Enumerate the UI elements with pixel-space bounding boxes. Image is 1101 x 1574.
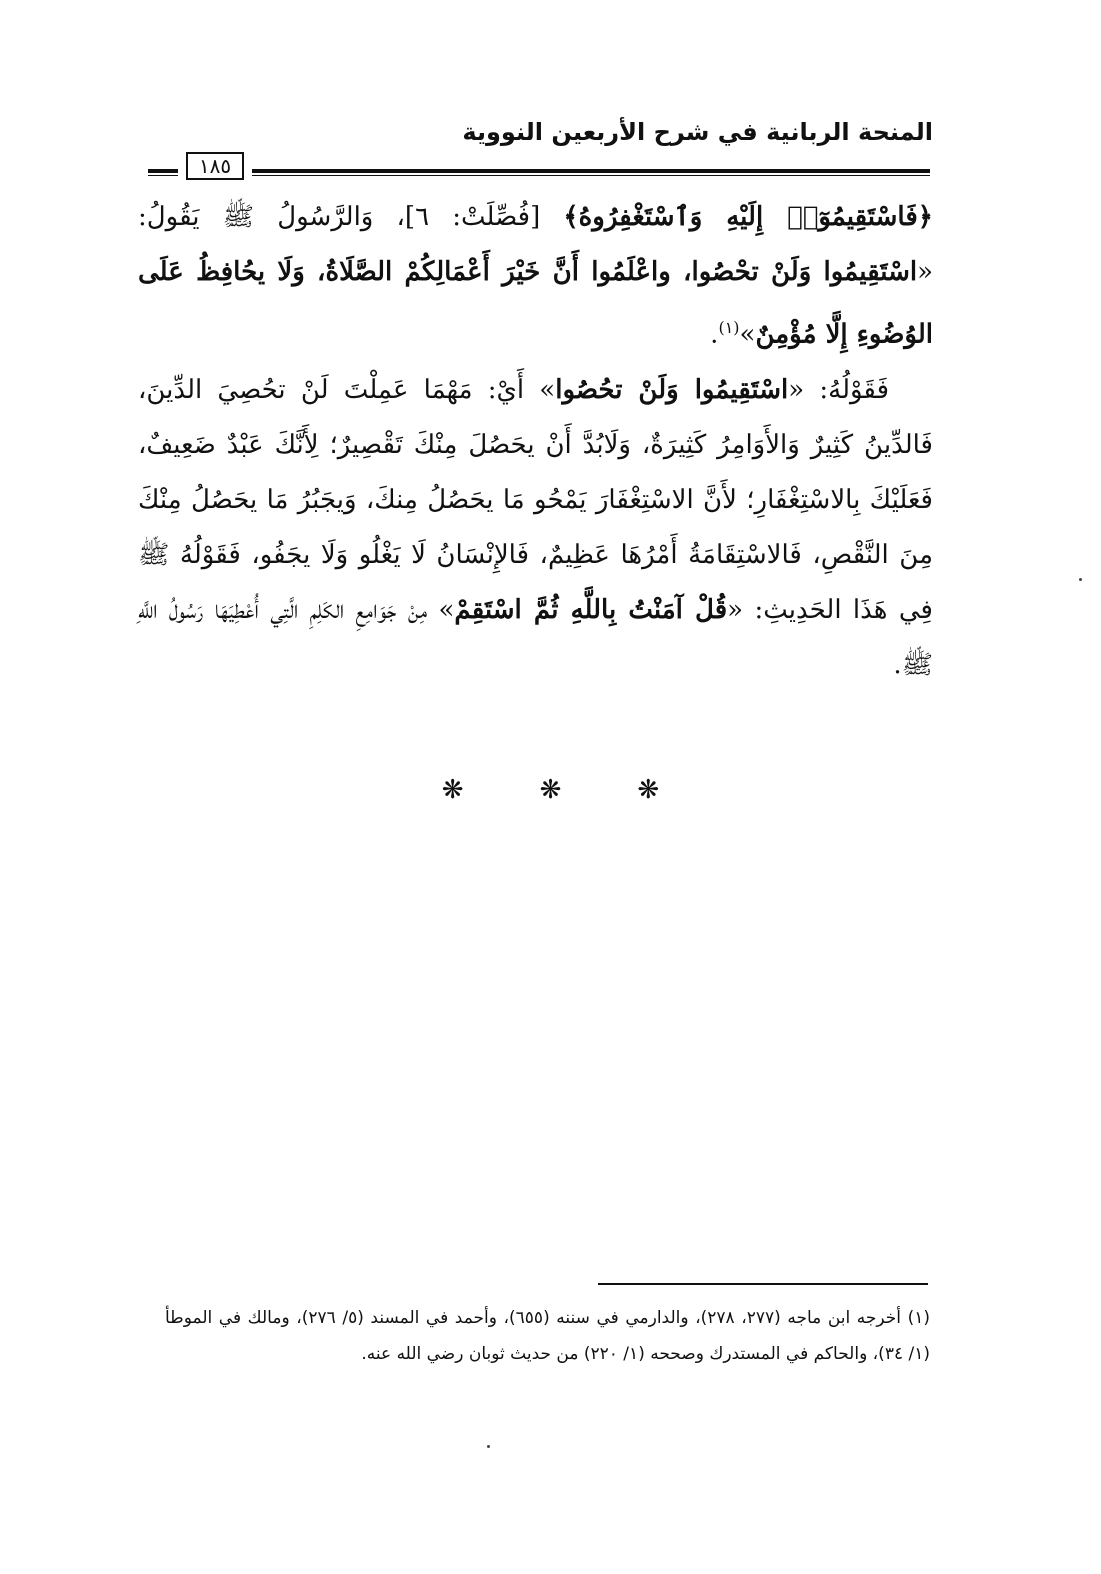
footnote-rule xyxy=(598,1283,928,1285)
paragraph-1-period: . xyxy=(710,319,719,350)
hadith-text: اسْتَقِيمُوا وَلَنْ تحْصُوا، واعْلَمُوا أَنَّ خَيْرَ أَعْمَالِكُمْ الصَّلَاةُ، وَلَا يحُافِظُ عَلَى الوُضُوءِ إِلَّا مُؤْمِنٌ xyxy=(138,257,933,350)
running-title: المنحة الربانية في شرح الأربعين النووية xyxy=(462,118,933,146)
header-rule-long xyxy=(252,169,930,173)
separator-star-icon: ❋ xyxy=(441,775,464,805)
separator-star-icon: ❋ xyxy=(637,775,660,805)
scan-speck xyxy=(487,1445,490,1448)
section-separator xyxy=(0,775,1101,805)
quran-reference: [فُصِّلَتْ: ٦]، وَالرَّسُولُ ﷺ يَقُولُ: « xyxy=(138,202,933,287)
main-text xyxy=(138,190,933,693)
footnote-1: (١) أخرجه ابن ماجه (٢٧٧، ٢٧٨)، والدارمي في سننه (٦٥٥)، وأحمد في المسند (٥/ ٢٧٦)، ومالك في الموطأ (١/ ٣٤)، والحاكم في المستدرك وصححه (١/ ٢٢٠) من حديث ثوبان رضي الله عنه. xyxy=(165,1308,930,1364)
page-number: ١٨٥ xyxy=(186,152,244,180)
header-rule xyxy=(148,150,930,184)
header-rule-short xyxy=(148,169,178,173)
footnote-marker[interactable]: (١) xyxy=(718,318,740,337)
quran-verse: ﴿فَاسْتَقِيمُوٓا۟ إِلَيْهِ وَٱسْتَغْفِرُوهُ﴾ xyxy=(563,202,933,232)
footnotes xyxy=(165,1300,930,1372)
paragraph-2 xyxy=(138,363,933,693)
paragraph-2-quote: اسْتَقِيمُوا وَلَنْ تحُصُوا xyxy=(555,374,789,405)
separator-star-icon: ❋ xyxy=(539,775,562,805)
paragraph-2-quote-2: قُلْ آمَنْتُ بِاللَّهِ ثُمَّ اسْتَقِمْ xyxy=(454,594,728,625)
paragraph-2-intro: فَقَوْلُهُ: « xyxy=(788,374,890,405)
scan-speck xyxy=(1079,578,1082,581)
paragraph-2-text: » أَيْ: مَهْمَا عَمِلْتَ لَنْ تحُصِيَ الدِّينَ، فَالدِّينُ كَثِيرٌ وَالأَوَامِرُ كَثِيرَةٌ، وَلَابُدَّ أَنْ يحَصُلَ مِنْكَ تَقْصِيرٌ؛ لِأَنَّكَ عَبْدٌ ضَعِيفٌ، فَعَلَيْكَ بِالاسْتِغْفَارِ؛ لأَنَّ الاسْتِغْفَارَ يَمْحُو مَا يحَصُلُ مِنكَ، وَيجَبُرُ مَا يحَصُلُ مِنْكَ مِنَ النَّقْصِ، فَالاسْتِقَامَةُ أَمْرُهَا عَظِيمٌ، فَالإِنْسَانُ لَا يَغْلُو وَلَا يجَفُو، فَقَوْلُهُ ﷺ فِي هَذَا الحَدِيثِ: « xyxy=(138,374,933,625)
paragraph-1 xyxy=(138,190,933,363)
hadith-close-quote: » xyxy=(739,319,756,350)
paragraph-2-end: » مِنْ جَوَامِعِ الكَلِمِ الَّتِي أُعْطِيَهَا رَسُولُ اللَّهِ ﷺ. xyxy=(138,594,933,680)
